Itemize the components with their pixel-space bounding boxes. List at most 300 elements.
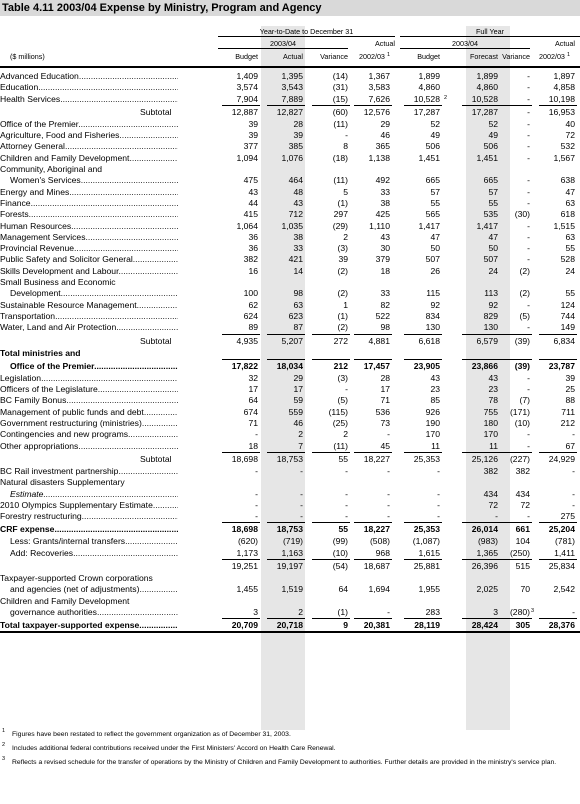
table-row (0, 466, 580, 477)
sum-rule (312, 522, 350, 523)
cell-value: 665 (425, 175, 440, 186)
cell-value: (781) (554, 536, 575, 547)
cell-value: 78 (488, 395, 498, 406)
cell-value: 7,889 (281, 93, 303, 104)
full-year-header: Full Year (476, 27, 504, 36)
row-label: Provincial Revenue ..... (0, 243, 178, 254)
cell-value: 36 (248, 243, 258, 254)
cell-value: 18 (248, 440, 258, 451)
cell-value: (719) (282, 536, 303, 547)
cell-value: 377 (243, 141, 258, 152)
cell-value: 1 (343, 299, 348, 310)
cell-value: 434 (483, 488, 498, 499)
cell-value: 421 (288, 254, 303, 265)
cell-value: 1,064 (236, 220, 258, 231)
cell-value: 39 (248, 118, 258, 129)
cell-value: - (387, 499, 390, 510)
cell-value: 1,035 (281, 220, 303, 231)
table-row (0, 477, 580, 488)
cell-value: 4,860 (476, 82, 498, 93)
sum-rule (404, 334, 442, 335)
cell-value: 7,626 (368, 93, 390, 104)
cell-value: - (527, 152, 530, 163)
cell-value: - (300, 499, 303, 510)
sum-rule (354, 618, 392, 619)
ytd-prior-actual-label: Actual (375, 39, 395, 48)
cell-value: 674 (243, 406, 258, 417)
table-row (0, 407, 580, 418)
row-label: Natural disasters Supplementary (0, 477, 125, 488)
cell-value: 92 (430, 299, 440, 310)
cell-value: 1,411 (554, 547, 575, 558)
cell-value: (1) (337, 197, 348, 208)
row-label: Human Resources ..... (0, 221, 178, 232)
cell-value: 44 (248, 197, 258, 208)
cell-value: - (527, 440, 530, 451)
table-row (0, 348, 580, 359)
cell-value: 1,365 (476, 547, 498, 558)
cell-value: 26,396 (471, 560, 498, 571)
table-row (0, 500, 580, 511)
cell-value: (5) (337, 395, 348, 406)
cell-value: (2) (337, 288, 348, 299)
col-actual-ytd: Actual (283, 52, 303, 61)
cell-value: 425 (375, 209, 390, 220)
cell-value: - (255, 465, 258, 476)
cell-value: (983) (477, 536, 498, 547)
table-row (0, 300, 580, 311)
cell-value: 55 (565, 288, 575, 299)
cell-value: 88 (565, 395, 575, 406)
ytd-header: Year-to-Date to December 31 (259, 27, 354, 36)
sum-rule (267, 618, 305, 619)
table-row (0, 277, 580, 288)
table-row (0, 153, 580, 164)
table-bottom-rule (0, 631, 580, 633)
cell-value: - (527, 71, 530, 81)
table-row (0, 418, 580, 429)
sum-rule (222, 618, 260, 619)
footnote-marker: 2 (444, 94, 448, 101)
sum-rule (404, 522, 442, 523)
cell-value: 1,417 (418, 220, 440, 231)
cell-value: 52 (430, 118, 440, 129)
cell-value: 2 (298, 429, 303, 440)
cell-value: 536 (375, 406, 390, 417)
row-label: governance authorities ..... (0, 607, 178, 618)
sum-rule (267, 522, 305, 523)
cell-value: 638 (560, 175, 575, 186)
row-label: Government restructuring (ministries) ..... (0, 418, 178, 429)
cell-value: 64 (338, 584, 348, 595)
cell-value: (620) (237, 536, 258, 547)
row-label: Subtotal (140, 335, 172, 346)
cell-value: - (527, 511, 530, 522)
footnote-marker: 3 (531, 607, 535, 614)
cell-value: (227) (509, 453, 530, 464)
cell-value: 1,417 (476, 220, 498, 231)
cell-value: 6,618 (418, 335, 440, 346)
sum-rule (222, 522, 260, 523)
cell-value: 170 (483, 429, 498, 440)
sum-rule (312, 559, 350, 560)
cell-value: - (572, 606, 575, 617)
cell-value: - (527, 220, 530, 231)
cell-value: 25,353 (413, 453, 440, 464)
cell-value: 1,897 (553, 71, 575, 81)
table-row (0, 384, 580, 395)
sum-rule (494, 452, 532, 453)
cell-value: 1,163 (281, 547, 303, 558)
row-label: Officers of the Legislature ..... (0, 384, 178, 395)
cell-value: - (387, 606, 390, 617)
cell-value: 190 (425, 418, 440, 429)
cell-value: 7 (298, 440, 303, 451)
cell-value: - (300, 488, 303, 499)
table-row (0, 141, 580, 152)
cell-value: 12,576 (363, 106, 390, 117)
cell-value: - (572, 429, 575, 440)
cell-value: 29 (293, 372, 303, 383)
sum-rule (312, 334, 350, 335)
cell-value: - (527, 118, 530, 129)
fy-prior-actual-label: Actual (555, 39, 575, 48)
cell-value: 507 (483, 254, 498, 265)
cell-value: (11) (333, 440, 348, 451)
cell-value: 1,094 (236, 152, 258, 163)
cell-value: 507 (425, 254, 440, 265)
cell-value: 43 (430, 372, 440, 383)
cell-value: 24,929 (548, 453, 575, 464)
table-row (0, 559, 580, 573)
cell-value: 28,376 (548, 620, 575, 631)
table-row (0, 71, 580, 82)
cell-value: - (527, 106, 530, 117)
cell-value: 1,899 (476, 71, 498, 81)
table-title: Table 4.11 2003/04 Expense by Ministry, Program and Agency (0, 0, 580, 16)
cell-value: - (255, 488, 258, 499)
cell-value: 506 (483, 141, 498, 152)
cell-value: (11) (333, 118, 348, 129)
cell-value: 59 (293, 395, 303, 406)
cell-value: - (527, 254, 530, 265)
cell-value: 25,204 (548, 524, 575, 535)
table-row (0, 359, 580, 373)
cell-value: 1,567 (553, 152, 575, 163)
cell-value: (7) (519, 395, 530, 406)
cell-value: - (527, 93, 530, 104)
cell-value: 475 (243, 175, 258, 186)
sum-rule (222, 334, 260, 335)
cell-value: 11 (489, 440, 498, 451)
fy-rule (400, 36, 580, 37)
row-label: Finance ..... (0, 198, 178, 209)
cell-value: 36 (248, 231, 258, 242)
cell-value: 23,787 (548, 360, 575, 371)
sum-rule (494, 105, 532, 106)
row-label: Advanced Education ..... (0, 71, 178, 82)
table-row (0, 573, 580, 584)
row-label: Energy and Mines ..... (0, 187, 178, 198)
cell-value: 275 (560, 511, 575, 522)
cell-value: - (387, 465, 390, 476)
cell-value: 12,827 (276, 106, 303, 117)
cell-value: 39 (565, 372, 575, 383)
table-row (0, 548, 580, 559)
cell-value: 968 (375, 547, 390, 558)
cell-value: 10,528 (471, 93, 498, 104)
ytd-year-label: 2003/04 (270, 39, 296, 48)
cell-value: 29 (380, 118, 390, 129)
fy-year-rule (400, 48, 530, 49)
cell-value: 39 (248, 130, 258, 141)
cell-value: (280) (509, 606, 530, 617)
cell-value: 6,834 (553, 335, 575, 346)
cell-value: 46 (380, 130, 390, 141)
cell-value: - (527, 429, 530, 440)
units-label: ($ millions) (10, 52, 45, 61)
sum-rule (494, 359, 532, 360)
cell-value: - (527, 82, 530, 93)
cell-value: (2) (519, 288, 530, 299)
cell-value: 1,076 (281, 152, 303, 163)
cell-value: 492 (375, 175, 390, 186)
table-row (0, 596, 580, 607)
cell-value: 98 (380, 322, 390, 333)
cell-value: 515 (515, 560, 530, 571)
cell-value: 62 (248, 299, 258, 310)
cell-value: (171) (509, 406, 530, 417)
sum-rule (222, 105, 260, 106)
cell-value: 170 (425, 429, 440, 440)
table-row (0, 288, 580, 299)
row-label: Small Business and Economic (0, 277, 116, 288)
cell-value: - (527, 130, 530, 141)
sum-rule (539, 334, 577, 335)
cell-value: (39) (514, 335, 530, 346)
cell-value: 18,034 (276, 360, 303, 371)
row-label: Children and Family Development (0, 595, 130, 606)
row-label: Women's Services ..... (0, 175, 178, 186)
cell-value: - (437, 465, 440, 476)
cell-value: 17 (293, 384, 303, 395)
ytd-year-rule (218, 48, 348, 49)
row-label: Education ..... (0, 82, 178, 93)
cell-value: - (255, 499, 258, 510)
cell-value: 25,353 (413, 524, 440, 535)
sum-rule (404, 105, 442, 106)
cell-value: 5 (343, 186, 348, 197)
col-variance-fy: Variance (502, 52, 530, 61)
cell-value: 1,451 (476, 152, 498, 163)
cell-value: 2,025 (476, 584, 498, 595)
cell-value: 212 (560, 418, 575, 429)
table-body (0, 71, 580, 632)
cell-value: 49 (430, 130, 440, 141)
sum-rule (312, 359, 350, 360)
col-variance-ytd: Variance (320, 52, 348, 61)
cell-value: 71 (380, 395, 390, 406)
sum-rule (404, 559, 442, 560)
table-row (0, 105, 580, 119)
cell-value: 24 (565, 265, 575, 276)
cell-value: 113 (484, 288, 498, 299)
cell-value: (1) (337, 606, 348, 617)
cell-value: 23 (488, 384, 498, 395)
row-label: Skills Development and Labour ..... (0, 266, 178, 277)
table-row (0, 243, 580, 254)
cell-value: (2) (337, 322, 348, 333)
cell-value: 834 (425, 310, 440, 321)
row-label: Community, Aboriginal and (0, 164, 103, 175)
cell-value: 30 (380, 243, 390, 254)
cell-value: - (527, 322, 530, 333)
row-label: Legislation ..... (0, 373, 178, 384)
table-row (0, 452, 580, 466)
cell-value: 19,251 (231, 560, 258, 571)
sum-rule (222, 359, 260, 360)
cell-value: - (345, 465, 348, 476)
cell-value: 18,687 (363, 560, 390, 571)
cell-value: 67 (565, 440, 575, 451)
cell-value: 24 (488, 265, 498, 276)
cell-value: 1,955 (418, 584, 440, 595)
row-label: Health Services ..... (0, 94, 178, 105)
cell-value: 82 (380, 299, 390, 310)
cell-value: 464 (288, 175, 303, 186)
cell-value: 10,528 (413, 93, 440, 104)
cell-value: 11 (431, 440, 440, 451)
cell-value: 1,515 (553, 220, 575, 231)
cell-value: 382 (515, 465, 530, 476)
table-row (0, 395, 580, 406)
cell-value: 55 (488, 197, 498, 208)
row-label: Subtotal (140, 453, 172, 464)
cell-value: 45 (380, 440, 390, 451)
row-label: Less: Grants/internal transfers ..... (0, 536, 178, 547)
cell-value: (30) (514, 209, 530, 220)
cell-value: 104 (515, 536, 530, 547)
cell-value: (99) (332, 536, 348, 547)
cell-value: (18) (332, 152, 348, 163)
cell-value: 623 (288, 310, 303, 321)
sum-rule (539, 452, 577, 453)
cell-value: 33 (380, 288, 390, 299)
cell-value: (250) (509, 547, 530, 558)
row-label: Total ministries and (0, 347, 81, 358)
cell-value: 64 (248, 395, 258, 406)
cell-value: 522 (375, 310, 390, 321)
cell-value: 3,574 (236, 82, 258, 93)
cell-value: - (527, 175, 530, 186)
cell-value: 55 (430, 197, 440, 208)
cell-value: 365 (375, 141, 390, 152)
cell-value: 18 (380, 265, 390, 276)
cell-value: - (572, 465, 575, 476)
cell-value: 100 (243, 288, 258, 299)
cell-value: 755 (483, 406, 498, 417)
table-row (0, 522, 580, 536)
sum-rule (354, 359, 392, 360)
cell-value: - (572, 499, 575, 510)
cell-value: 10,198 (548, 93, 575, 104)
cell-value: 618 (560, 209, 575, 220)
table-row (0, 322, 580, 333)
cell-value: 559 (288, 406, 303, 417)
row-label: Estimate ..... (0, 489, 178, 500)
table-row (0, 429, 580, 440)
cell-value: (29) (332, 220, 348, 231)
table-row (0, 175, 580, 186)
cell-value: 23,866 (471, 360, 498, 371)
cell-value: 50 (488, 243, 498, 254)
cell-value: 47 (430, 231, 440, 242)
row-label: Public Safety and Solicitor General ..... (0, 254, 178, 265)
cell-value: 43 (488, 372, 498, 383)
cell-value: - (345, 511, 348, 522)
sum-rule (312, 452, 350, 453)
cell-value: 272 (333, 335, 348, 346)
cell-value: 38 (293, 231, 303, 242)
cell-value: (508) (369, 536, 390, 547)
cell-value: 1,899 (418, 71, 440, 81)
cell-value: 89 (248, 322, 258, 333)
cell-value: 17,457 (363, 360, 390, 371)
cell-value: 9 (343, 620, 348, 631)
cell-value: 130 (483, 322, 498, 333)
sum-rule (312, 618, 350, 619)
cell-value: 47 (488, 231, 498, 242)
cell-value: - (300, 511, 303, 522)
cell-value: 17,822 (231, 360, 258, 371)
cell-value: 115 (426, 288, 440, 299)
cell-value: 744 (560, 310, 575, 321)
row-label: Office of the Premier ..... (0, 119, 178, 130)
sum-rule (267, 359, 305, 360)
row-label: Add: Recoveries ..... (0, 548, 178, 559)
cell-value: 98 (293, 288, 303, 299)
cell-value: 55 (565, 243, 575, 254)
cell-value: 124 (560, 299, 575, 310)
sum-rule (267, 105, 305, 106)
table-row (0, 618, 580, 632)
row-label: Transportation ..... (0, 311, 178, 322)
cell-value: (1,087) (412, 536, 440, 547)
cell-value: 2 (343, 231, 348, 242)
footnote-text: Includes additional federal contributions received under the First Ministers' Accord on Health Care Renewal. (12, 745, 336, 752)
cell-value: 40 (565, 118, 575, 129)
footnote-number: 2 (2, 742, 6, 748)
cell-value: 7,904 (236, 93, 258, 104)
cell-value: 415 (243, 209, 258, 220)
cell-value: 180 (483, 418, 498, 429)
cell-value: 26,014 (471, 524, 498, 535)
cell-value: (60) (332, 106, 348, 117)
cell-value: 18,698 (231, 453, 258, 464)
cell-value: 63 (565, 231, 575, 242)
cell-value: 33 (293, 243, 303, 254)
cell-value: 16 (248, 265, 258, 276)
sum-rule (404, 618, 442, 619)
table-header (0, 26, 580, 68)
cell-value: 382 (483, 465, 498, 476)
col-forecast-fy: Forecast (470, 52, 498, 61)
cell-value: - (345, 499, 348, 510)
cell-value: 20,709 (231, 620, 258, 631)
cell-value: 71 (248, 418, 258, 429)
sum-rule (267, 452, 305, 453)
cell-value: (39) (514, 360, 530, 371)
